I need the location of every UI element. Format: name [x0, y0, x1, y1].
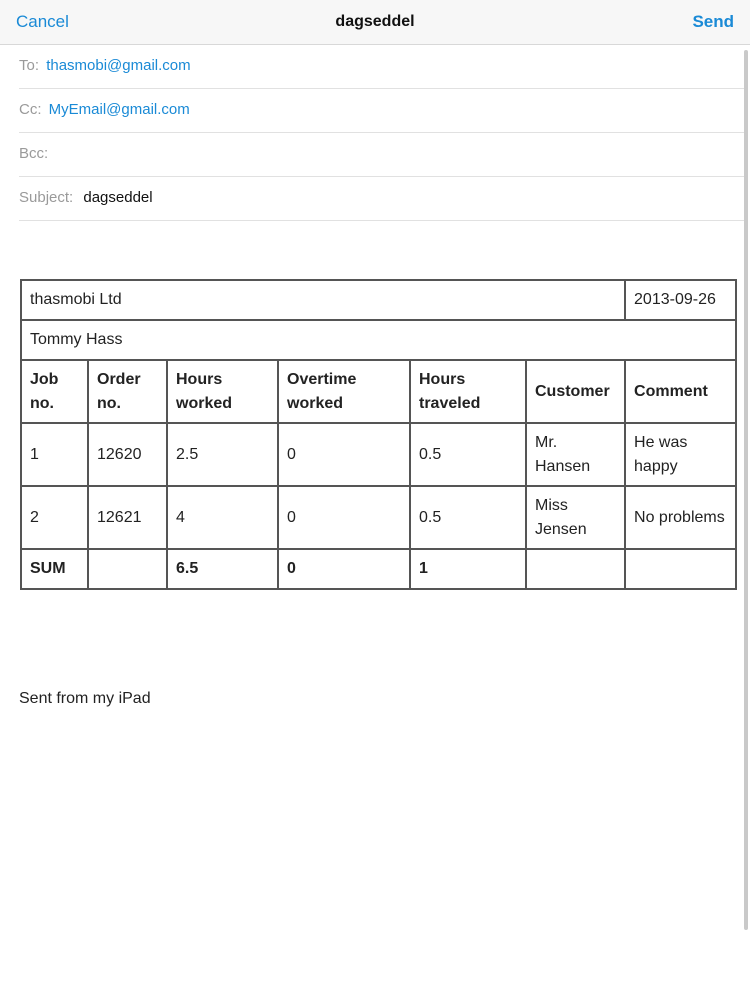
header-hours-worked: Hours worked [167, 360, 278, 423]
send-button[interactable]: Send [692, 12, 734, 31]
header-overtime-worked: Overtime worked [278, 360, 410, 423]
sum-hours-worked: 6.5 [167, 549, 278, 589]
hours-worked-cell: 4 [167, 486, 278, 549]
comment-cell: No problems [625, 486, 736, 549]
email-signature: Sent from my iPad [19, 690, 151, 707]
cc-label: Cc: [19, 101, 42, 118]
company-name: thasmobi Ltd [21, 280, 625, 320]
header-comment: Comment [625, 360, 736, 423]
customer-cell: Mr. Hansen [526, 423, 625, 486]
sum-hours-traveled: 1 [410, 549, 526, 589]
job-no-cell: 1 [21, 423, 88, 486]
timesheet-table [20, 279, 737, 590]
sum-customer [526, 549, 625, 589]
to-recipient[interactable]: thasmobi@gmail.com [46, 57, 191, 74]
header-row [21, 360, 736, 423]
header-customer: Customer [526, 360, 625, 423]
employee-row [21, 320, 736, 360]
employee-name: Tommy Hass [21, 320, 736, 360]
comment-cell: He was happy [625, 423, 736, 486]
bcc-field[interactable] [19, 132, 748, 177]
hours-traveled-cell: 0.5 [410, 486, 526, 549]
sum-overtime-worked: 0 [278, 549, 410, 589]
overtime-worked-cell: 0 [278, 486, 410, 549]
sum-label: SUM [21, 549, 88, 589]
hours-traveled-cell: 0.5 [410, 423, 526, 486]
header-order-no: Order no. [88, 360, 167, 423]
order-no-cell: 12620 [88, 423, 167, 486]
navigation-bar [0, 0, 750, 45]
hours-worked-cell: 2.5 [167, 423, 278, 486]
header-job-no: Job no. [21, 360, 88, 423]
to-field[interactable] [19, 44, 748, 89]
subject-field[interactable] [19, 176, 748, 221]
bcc-label: Bcc: [19, 145, 49, 162]
table-row [21, 423, 736, 486]
order-no-cell: 12621 [88, 486, 167, 549]
overtime-worked-cell: 0 [278, 423, 410, 486]
header-hours-traveled: Hours traveled [410, 360, 526, 423]
report-date: 2013-09-26 [625, 280, 736, 320]
job-no-cell: 2 [21, 486, 88, 549]
company-row [21, 280, 736, 320]
scrollbar[interactable] [744, 50, 748, 930]
cc-recipient[interactable]: MyEmail@gmail.com [48, 101, 190, 118]
table-row [21, 486, 736, 549]
compose-title: dagseddel [335, 13, 415, 30]
customer-cell: Miss Jensen [526, 486, 625, 549]
sum-order-no [88, 549, 167, 589]
cc-field[interactable] [19, 88, 748, 133]
sum-comment [625, 549, 736, 589]
cancel-button[interactable]: Cancel [16, 12, 69, 31]
subject-label: Subject: [19, 189, 74, 206]
to-label: To: [19, 57, 40, 74]
sum-row [21, 549, 736, 589]
subject-input[interactable]: dagseddel [83, 189, 153, 206]
